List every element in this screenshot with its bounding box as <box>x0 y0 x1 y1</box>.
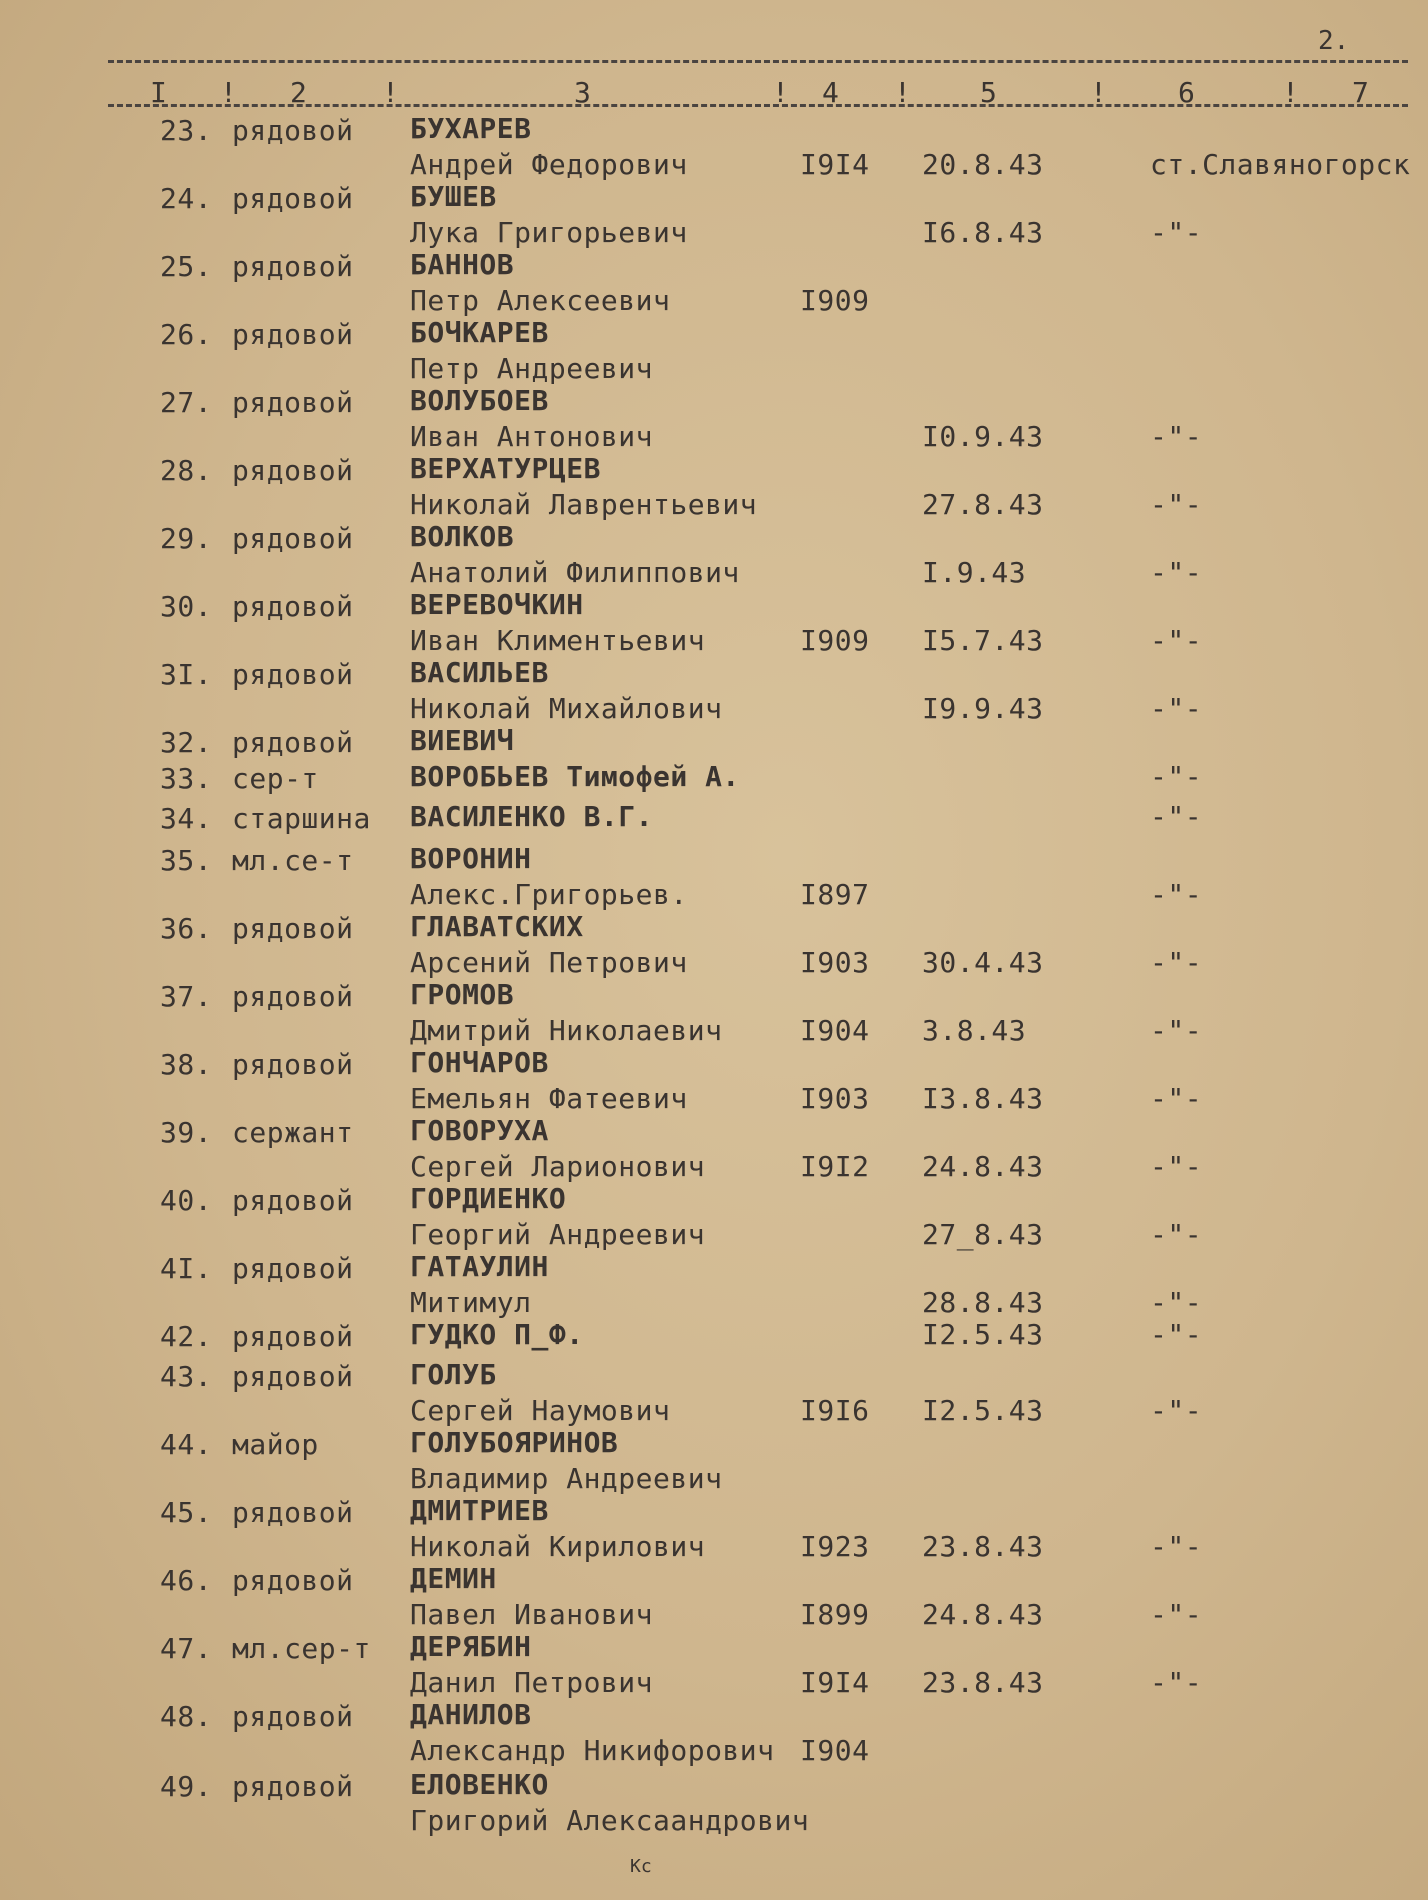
entry-num: 43. <box>160 1360 213 1393</box>
entry-year: I923 <box>800 1530 870 1563</box>
entry-place: -"- <box>1150 556 1203 589</box>
entry-place: -"- <box>1150 1318 1203 1351</box>
entry-year: I909 <box>800 624 870 657</box>
header-rule-bottom <box>108 104 1408 107</box>
entry-date: 23.8.43 <box>922 1666 1044 1699</box>
entry-place: -"- <box>1150 760 1203 793</box>
entry-surname: ВОЛКОВ <box>410 520 515 553</box>
list-item <box>0 314 1428 385</box>
entry-given: Григорий Алексаандрович <box>410 1804 810 1837</box>
entry-surname: ДЕРЯБИН <box>410 1630 532 1663</box>
entry-num: 42. <box>160 1320 213 1353</box>
entry-surname: ГЛАВАТСКИХ <box>410 910 584 943</box>
list-item <box>0 1044 1428 1115</box>
entry-num: 30. <box>160 590 213 623</box>
entry-date: 30.4.43 <box>922 946 1044 979</box>
entry-date: 24.8.43 <box>922 1598 1044 1631</box>
entry-rank: рядовой <box>232 912 354 945</box>
entry-given: Анатолий Филиппович <box>410 556 740 589</box>
list-item <box>0 1696 1428 1767</box>
entry-place: -"- <box>1150 1530 1203 1563</box>
entry-num: 23. <box>160 114 213 147</box>
entry-place: -"- <box>1150 878 1203 911</box>
entry-date: I9.9.43 <box>922 692 1044 725</box>
header-rule-top <box>108 60 1408 63</box>
entry-rank: рядовой <box>232 318 354 351</box>
entry-num: 3I. <box>160 658 213 691</box>
entry-surname: ВОРОНИН <box>410 842 532 875</box>
entry-num: 36. <box>160 912 213 945</box>
entry-date: I2.5.43 <box>922 1318 1044 1351</box>
entry-surname: ГОВОРУХА <box>410 1114 549 1147</box>
entry-surname: ГРОМОВ <box>410 978 515 1011</box>
entry-given: Николай Кирилович <box>410 1530 706 1563</box>
entry-given: Николай Михайлович <box>410 692 723 725</box>
entry-place: -"- <box>1150 1666 1203 1699</box>
entry-surname: ДЕМИН <box>410 1562 497 1595</box>
entry-place: -"- <box>1150 1014 1203 1047</box>
column-separator: ! <box>1282 76 1299 109</box>
entry-rank: сержант <box>232 1116 354 1149</box>
entry-rank: рядовой <box>232 726 354 759</box>
entry-num: 46. <box>160 1564 213 1597</box>
column-header-1: I <box>150 76 167 109</box>
entry-given: Петр Алексеевич <box>410 284 671 317</box>
handwritten-note: Кс <box>630 1856 652 1877</box>
entry-given: Иван Антонович <box>410 420 654 453</box>
entry-given: Петр Андреевич <box>410 352 654 385</box>
list-item <box>0 1248 1428 1319</box>
list-item <box>0 246 1428 317</box>
list-item <box>0 976 1428 1047</box>
entry-place: -"- <box>1150 946 1203 979</box>
entry-year: I903 <box>800 1082 870 1115</box>
entry-num: 49. <box>160 1770 213 1803</box>
entry-given: Александр Никифорович <box>410 1734 775 1767</box>
list-item <box>0 518 1428 589</box>
entry-rank: рядовой <box>232 1564 354 1597</box>
entry-num: 39. <box>160 1116 213 1149</box>
entry-place: -"- <box>1150 420 1203 453</box>
entry-place: -"- <box>1150 216 1203 249</box>
entry-year: I903 <box>800 946 870 979</box>
entry-place: ст.Славяногорск <box>1150 148 1411 181</box>
list-item <box>0 1560 1428 1631</box>
entry-date: I0.9.43 <box>922 420 1044 453</box>
list-item <box>0 1628 1428 1699</box>
entry-rank: рядовой <box>232 1252 354 1285</box>
entry-place: -"- <box>1150 1218 1203 1251</box>
entry-rank: рядовой <box>232 1320 354 1353</box>
entry-date: 27_8.43 <box>922 1218 1044 1251</box>
entry-given: Владимир Андреевич <box>410 1462 723 1495</box>
column-separator: ! <box>220 76 237 109</box>
entry-surname: ГОЛУБ <box>410 1358 497 1391</box>
entry-date: 20.8.43 <box>922 148 1044 181</box>
entry-surname: БУХАРЕВ <box>410 112 532 145</box>
list-item <box>0 840 1428 911</box>
entry-date: 28.8.43 <box>922 1286 1044 1319</box>
entry-rank: рядовой <box>232 1360 354 1393</box>
entry-year: I9I6 <box>800 1394 870 1427</box>
entry-place: -"- <box>1150 624 1203 657</box>
column-header-3: 3 <box>574 76 591 109</box>
entry-place: -"- <box>1150 1598 1203 1631</box>
entry-rank: рядовой <box>232 1496 354 1529</box>
entry-rank: мл.се-т <box>232 844 354 877</box>
entry-date: I2.5.43 <box>922 1394 1044 1427</box>
entry-num: 45. <box>160 1496 213 1529</box>
entry-date: I3.8.43 <box>922 1082 1044 1115</box>
list-item <box>0 1492 1428 1563</box>
entry-surname: БОЧКАРЕВ <box>410 316 549 349</box>
entry-num: 35. <box>160 844 213 877</box>
entry-num: 37. <box>160 980 213 1013</box>
entry-given: Николай Лаврентьевич <box>410 488 758 521</box>
entry-rank: рядовой <box>232 590 354 623</box>
entry-surname: ЕЛОВЕНКО <box>410 1768 549 1801</box>
entry-date: 3.8.43 <box>922 1014 1027 1047</box>
list-item <box>0 110 1428 181</box>
entry-given: Данил Петрович <box>410 1666 654 1699</box>
entry-given: Сергей Ларионович <box>410 1150 706 1183</box>
list-item <box>0 1356 1428 1427</box>
entry-year: I899 <box>800 1598 870 1631</box>
entry-num: 24. <box>160 182 213 215</box>
entry-rank: рядовой <box>232 980 354 1013</box>
entry-surname: ДАНИЛОВ <box>410 1698 532 1731</box>
entry-surname: ДМИТРИЕВ <box>410 1494 549 1527</box>
entry-given: Арсений Петрович <box>410 946 688 979</box>
entry-given: Павел Иванович <box>410 1598 654 1631</box>
entry-rank: рядовой <box>232 250 354 283</box>
entry-given: Иван Климентьевич <box>410 624 706 657</box>
entry-year: I904 <box>800 1734 870 1767</box>
entry-year: I909 <box>800 284 870 317</box>
column-separator: ! <box>382 76 399 109</box>
entry-place: -"- <box>1150 1394 1203 1427</box>
entry-num: 38. <box>160 1048 213 1081</box>
column-header-5: 5 <box>980 76 997 109</box>
entry-surname: ГАТАУЛИН <box>410 1250 549 1283</box>
entry-num: 4I. <box>160 1252 213 1285</box>
entry-rank: рядовой <box>232 114 354 147</box>
entry-given: Дмитрий Николаевич <box>410 1014 723 1047</box>
entry-surname: ГУДКО П_Ф. <box>410 1318 584 1351</box>
entry-rank: рядовой <box>232 522 354 555</box>
entry-surname: ГОРДИЕНКО <box>410 1182 567 1215</box>
column-separator: ! <box>894 76 911 109</box>
list-item <box>0 1424 1428 1495</box>
entry-place: -"- <box>1150 488 1203 521</box>
entry-given: Алекс.Григорьев. <box>410 878 688 911</box>
entry-num: 26. <box>160 318 213 351</box>
list-item <box>0 450 1428 521</box>
entry-date: I6.8.43 <box>922 216 1044 249</box>
entry-surname: ВЕРХАТУРЦЕВ <box>410 452 601 485</box>
entry-rank: рядовой <box>232 1048 354 1081</box>
entry-year: I9I4 <box>800 148 870 181</box>
entry-num: 44. <box>160 1428 213 1461</box>
entry-num: 29. <box>160 522 213 555</box>
entry-rank: старшина <box>232 802 371 835</box>
entry-surname: ВИЕВИЧ <box>410 724 515 757</box>
entry-rank: рядовой <box>232 1700 354 1733</box>
entry-rank: мл.сер-т <box>232 1632 371 1665</box>
entry-given: Георгий Андреевич <box>410 1218 706 1251</box>
entry-num: 33. <box>160 762 213 795</box>
entry-num: 28. <box>160 454 213 487</box>
list-item <box>0 1766 1428 1837</box>
entry-num: 25. <box>160 250 213 283</box>
entry-surname: ВАСИЛЬЕВ <box>410 656 549 689</box>
entry-rank: рядовой <box>232 454 354 487</box>
entry-rank: рядовой <box>232 658 354 691</box>
entry-surname: ВОРОБЬЕВ Тимофей А. <box>410 760 740 793</box>
entry-num: 32. <box>160 726 213 759</box>
entry-place: -"- <box>1150 692 1203 725</box>
list-item <box>0 1180 1428 1251</box>
column-header-4: 4 <box>822 76 839 109</box>
list-item <box>0 382 1428 453</box>
column-separator: ! <box>772 76 789 109</box>
list-item <box>0 178 1428 249</box>
entry-surname: ВЕРЕВОЧКИН <box>410 588 584 621</box>
entry-surname: ГОНЧАРОВ <box>410 1046 549 1079</box>
entry-place: -"- <box>1150 1286 1203 1319</box>
column-separator: ! <box>1090 76 1107 109</box>
entry-year: I9I2 <box>800 1150 870 1183</box>
entry-rank: рядовой <box>232 1184 354 1217</box>
entry-rank: сер-т <box>232 762 319 795</box>
entry-rank: майор <box>232 1428 319 1461</box>
entry-place: -"- <box>1150 800 1203 833</box>
entry-surname: БУШЕВ <box>410 180 497 213</box>
entry-given: Митимул <box>410 1286 532 1319</box>
entry-given: Емельян Фатеевич <box>410 1082 688 1115</box>
entry-rank: рядовой <box>232 182 354 215</box>
page-number: 2. <box>1318 26 1350 56</box>
entry-date: 24.8.43 <box>922 1150 1044 1183</box>
list-item <box>0 586 1428 657</box>
entry-surname: ВОЛУБОЕВ <box>410 384 549 417</box>
entry-rank: рядовой <box>232 386 354 419</box>
column-header-7: 7 <box>1352 76 1369 109</box>
entry-date: 23.8.43 <box>922 1530 1044 1563</box>
entry-year: I904 <box>800 1014 870 1047</box>
column-header-6: 6 <box>1178 76 1195 109</box>
entry-surname: ГОЛУБОЯРИНОВ <box>410 1426 619 1459</box>
entry-year: I897 <box>800 878 870 911</box>
entry-date: 27.8.43 <box>922 488 1044 521</box>
entry-num: 34. <box>160 802 213 835</box>
list-item <box>0 908 1428 979</box>
entry-rank: рядовой <box>232 1770 354 1803</box>
entry-given: Андрей Федорович <box>410 148 688 181</box>
entry-given: Лука Григорьевич <box>410 216 688 249</box>
entry-num: 27. <box>160 386 213 419</box>
entry-given: Сергей Наумович <box>410 1394 671 1427</box>
entry-num: 40. <box>160 1184 213 1217</box>
entry-date: I5.7.43 <box>922 624 1044 657</box>
list-item <box>0 654 1428 725</box>
entry-date: I.9.43 <box>922 556 1027 589</box>
entry-num: 48. <box>160 1700 213 1733</box>
entry-num: 47. <box>160 1632 213 1665</box>
column-header-2: 2 <box>290 76 307 109</box>
entry-surname: ВАСИЛЕНКО В.Г. <box>410 800 654 833</box>
entry-place: -"- <box>1150 1150 1203 1183</box>
list-item <box>0 1112 1428 1183</box>
entry-place: -"- <box>1150 1082 1203 1115</box>
entry-year: I9I4 <box>800 1666 870 1699</box>
entry-surname: БАННОВ <box>410 248 515 281</box>
